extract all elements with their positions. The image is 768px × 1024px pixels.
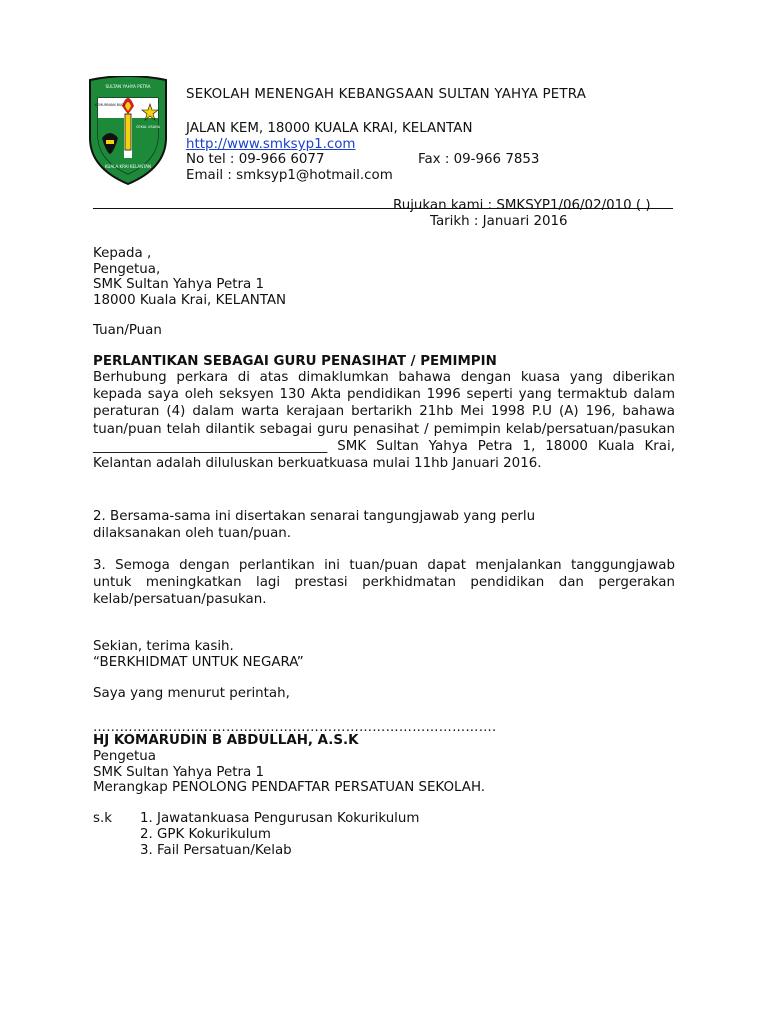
closing-motto: “BERKHIDMAT UNTUK NEGARA” — [93, 655, 304, 670]
crest-bottom-text: KUALA KRAI KELANTAN — [105, 164, 151, 169]
crest-right-label: CEKAL USAHA — [136, 125, 160, 129]
crest-left-label: KEMURNIAN BUDI — [94, 103, 126, 107]
school-tel: No tel : 09-966 6077 — [186, 152, 325, 167]
signatory-name: HJ KOMARUDIN B ABDULLAH, A.S.K — [93, 733, 359, 748]
salutation: Tuan/Puan — [93, 323, 162, 338]
school-name: SEKOLAH MENENGAH KEBANGSAAN SULTAN YAHYA PETRA — [186, 87, 587, 102]
paragraph-2-line-1: 2. Bersama-sama ini disertakan senarai tangungjawab yang perlu — [93, 509, 536, 524]
reference-number: Rujukan kami : SMKSYP1/06/02/010 ( ) — [393, 198, 651, 213]
cc-item: 3. Fail Persatuan/Kelab — [140, 843, 292, 858]
recipient-line-2: SMK Sultan Yahya Petra 1 — [93, 277, 264, 292]
signature-line: ………………………………………………………………………………. — [93, 720, 497, 735]
paragraph-1: Berhubung perkara di atas dimaklumkan bahawa dengan kuasa yang diberikan kepada saya oleh seksyen 130 Akta pendidikan 1996 seperti yang termaktub dalam peraturan (4) dalam warta kerajaan bertarikh 21hb Mei 1998 P.U (A) 196, bahawa tuan/puan telah dilantik sebagai guru penasihat / pemimpin kelab/persatuan/pasukan ___________________________________ SMK Sultan Yahya Petra 1, 18000 Kuala Krai, Kelantan adalah diluluskan berkuatkuasa mulai 11hb Januari 2016. — [93, 370, 675, 472]
paragraph-2-line-2: dilaksanakan oleh tuan/puan. — [93, 526, 292, 541]
school-website-link[interactable]: http://www.smksyp1.com — [186, 137, 356, 152]
school-fax: Fax : 09-966 7853 — [418, 152, 540, 167]
letter-date: Tarikh : Januari 2016 — [430, 214, 568, 229]
closing-thanks: Sekian, terima kasih. — [93, 639, 234, 654]
crest-top-text: SULTAN YAHYA PETRA — [105, 84, 151, 89]
school-address: JALAN KEM, 18000 KUALA KRAI, KELANTAN — [186, 121, 473, 136]
crest-icon — [86, 76, 170, 186]
cc-item: 2. GPK Kokurikulum — [140, 827, 271, 842]
recipient-line-1: Pengetua, — [93, 262, 161, 277]
signatory-role: Merangkap PENOLONG PENDAFTAR PERSATUAN SEKOLAH. — [93, 780, 486, 795]
signatory-school: SMK Sultan Yahya Petra 1 — [93, 765, 264, 780]
recipient-kepada: Kepada , — [93, 246, 152, 261]
cc-item: 1. Jawatankuasa Pengurusan Kokurikulum — [140, 811, 420, 826]
recipient-line-3: 18000 Kuala Krai, KELANTAN — [93, 293, 287, 308]
paragraph-3: 3. Semoga dengan perlantikan ini tuan/puan dapat menjalankan tanggungjawab untuk meningkatkan lagi prestasi perkhidmatan pendidikan dan pergerakan kelab/persatuan/pasukan. — [93, 558, 675, 608]
cc-label: s.k — [93, 811, 112, 826]
school-email: Email : smksyp1@hotmail.com — [186, 168, 393, 183]
closing-yours: Saya yang menurut perintah, — [93, 686, 290, 701]
signatory-title: Pengetua — [93, 749, 157, 764]
letter-subject: PERLANTIKAN SEBAGAI GURU PENASIHAT / PEMIMPIN — [93, 354, 497, 369]
school-crest — [86, 76, 170, 186]
